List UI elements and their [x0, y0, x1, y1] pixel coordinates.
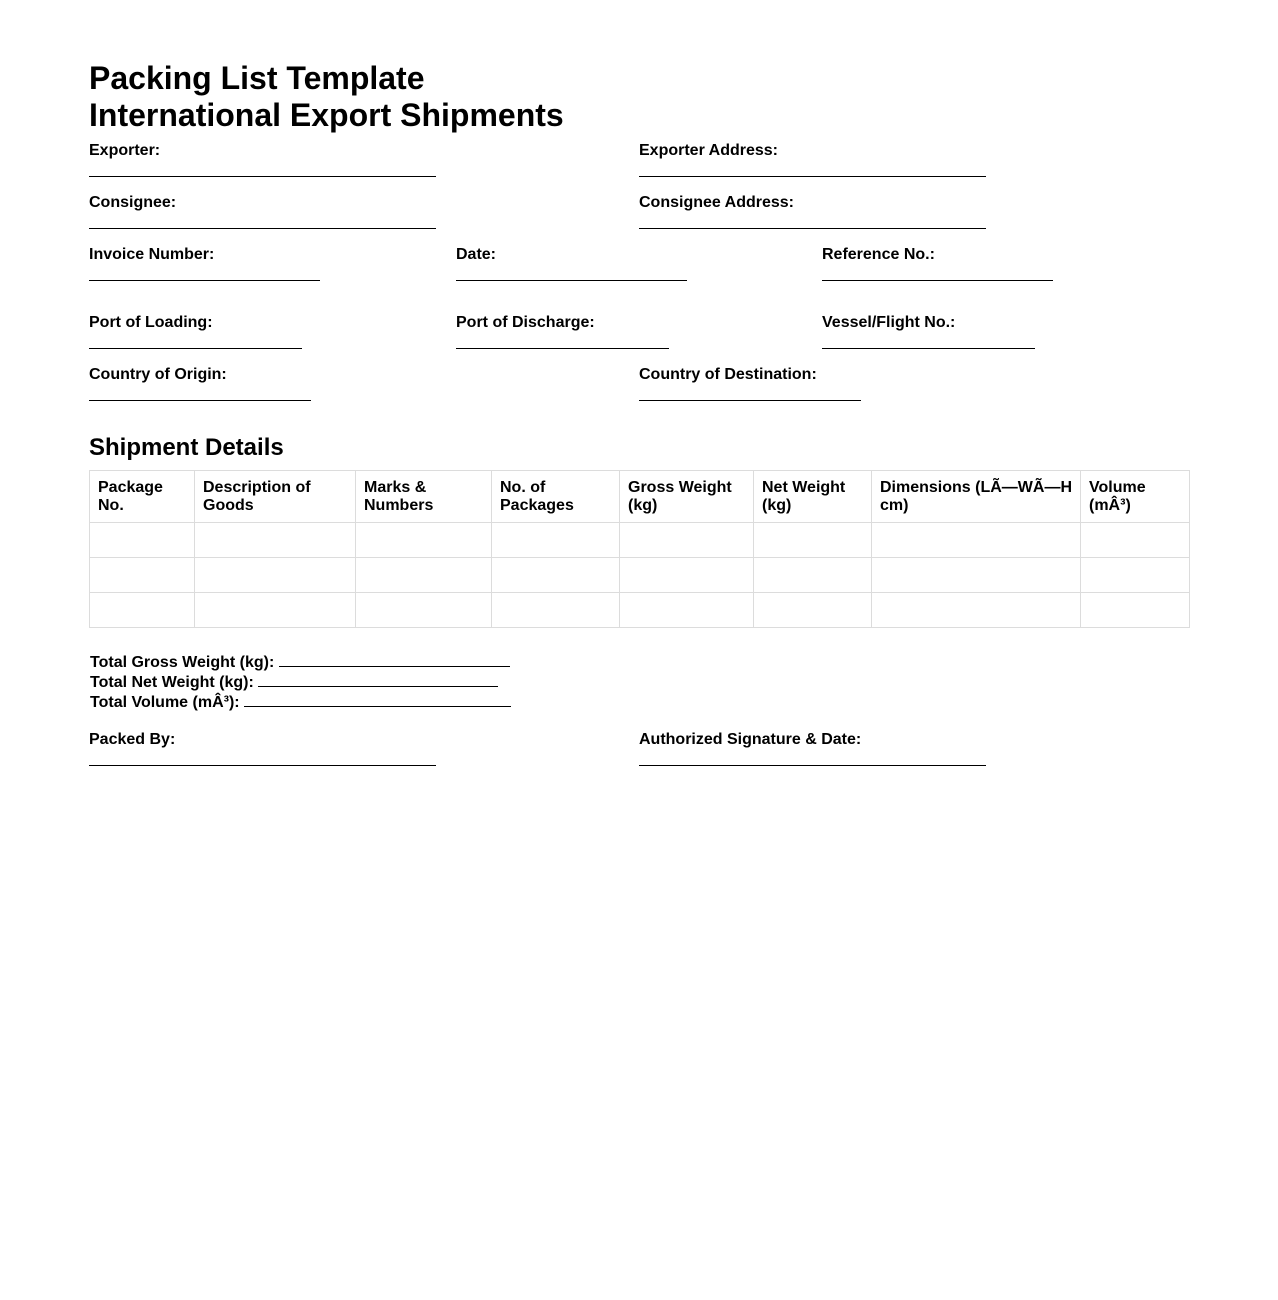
- date-label: Date:: [456, 246, 497, 263]
- shipment-details-heading: Shipment Details: [89, 434, 284, 461]
- table-cell[interactable]: [1081, 558, 1190, 593]
- vessel-flight-no-input-line[interactable]: [822, 348, 1035, 349]
- vessel-flight-no-label: Vessel/Flight No.:: [822, 314, 956, 331]
- reference-no-field: [822, 245, 1053, 281]
- consignee-label: Consignee:: [89, 194, 177, 211]
- column-header: Dimensions (LÃ—WÃ—H cm): [872, 471, 1081, 523]
- table-row: [90, 558, 1190, 593]
- exporter-address-label: Exporter Address:: [639, 142, 778, 159]
- invoice-number-input-line[interactable]: [89, 280, 320, 281]
- total-volume-label: Total Volume (mÂ³):: [90, 694, 240, 711]
- title-line-1: Packing List Template: [89, 60, 425, 96]
- total-net-weight-line: [90, 672, 511, 692]
- total-gross-weight-line: [90, 652, 511, 672]
- consignee-address-label: Consignee Address:: [639, 194, 794, 211]
- packed-by-label: Packed By:: [89, 731, 176, 748]
- table-row: [90, 523, 1190, 558]
- port-of-loading-label: Port of Loading:: [89, 314, 213, 331]
- table-cell[interactable]: [620, 593, 754, 628]
- table-cell[interactable]: [492, 558, 620, 593]
- table-cell[interactable]: [620, 523, 754, 558]
- country-of-origin-field: [89, 365, 311, 401]
- total-volume-input-line[interactable]: [244, 692, 511, 707]
- invoice-number-field: [89, 245, 320, 281]
- table-cell[interactable]: [492, 523, 620, 558]
- column-header: Gross Weight (kg): [620, 471, 754, 523]
- packed-by-input-line[interactable]: [89, 765, 436, 766]
- invoice-number-label: Invoice Number:: [89, 246, 215, 263]
- column-header: Description of Goods: [195, 471, 356, 523]
- total-volume-line: [90, 692, 511, 712]
- consignee-address-input-line[interactable]: [639, 228, 986, 229]
- country-of-destination-input-line[interactable]: [639, 400, 861, 401]
- document-title: [89, 60, 564, 134]
- country-of-destination-field: [639, 365, 861, 401]
- table-cell[interactable]: [754, 523, 872, 558]
- reference-no-input-line[interactable]: [822, 280, 1053, 281]
- shipment-details-table: [89, 470, 1190, 628]
- consignee-input-line[interactable]: [89, 228, 436, 229]
- country-of-origin-label: Country of Origin:: [89, 366, 227, 383]
- column-header: Marks & Numbers: [356, 471, 492, 523]
- table-cell[interactable]: [754, 558, 872, 593]
- table-cell[interactable]: [90, 593, 195, 628]
- authorized-signature-input-line[interactable]: [639, 765, 986, 766]
- table-cell[interactable]: [1081, 523, 1190, 558]
- exporter-field: [89, 141, 436, 177]
- port-of-discharge-field: [456, 313, 669, 349]
- reference-no-label: Reference No.:: [822, 246, 935, 263]
- exporter-input-line[interactable]: [89, 176, 436, 177]
- date-input-line[interactable]: [456, 280, 687, 281]
- total-net-weight-label: Total Net Weight (kg):: [90, 674, 254, 691]
- table-cell[interactable]: [195, 593, 356, 628]
- table-cell[interactable]: [1081, 593, 1190, 628]
- port-of-loading-field: [89, 313, 302, 349]
- column-header: Net Weight (kg): [754, 471, 872, 523]
- table-cell[interactable]: [872, 523, 1081, 558]
- exporter-label: Exporter:: [89, 142, 161, 159]
- total-gross-weight-label: Total Gross Weight (kg):: [90, 654, 275, 671]
- table-header-row: [90, 471, 1190, 523]
- port-of-discharge-input-line[interactable]: [456, 348, 669, 349]
- vessel-flight-no-field: [822, 313, 1035, 349]
- country-of-origin-input-line[interactable]: [89, 400, 311, 401]
- consignee-field: [89, 193, 436, 229]
- authorized-signature-field: [639, 730, 986, 766]
- total-net-weight-input-line[interactable]: [258, 672, 498, 687]
- port-of-loading-input-line[interactable]: [89, 348, 302, 349]
- date-field: [456, 245, 687, 281]
- column-header: Volume (mÂ³): [1081, 471, 1190, 523]
- totals-block: [90, 652, 511, 712]
- table-cell[interactable]: [90, 523, 195, 558]
- total-gross-weight-input-line[interactable]: [279, 652, 510, 667]
- port-of-discharge-label: Port of Discharge:: [456, 314, 595, 331]
- table-cell[interactable]: [872, 558, 1081, 593]
- table-cell[interactable]: [492, 593, 620, 628]
- exporter-address-field: [639, 141, 986, 177]
- table-cell[interactable]: [754, 593, 872, 628]
- table-cell[interactable]: [356, 558, 492, 593]
- table-cell[interactable]: [356, 593, 492, 628]
- authorized-signature-label: Authorized Signature & Date:: [639, 731, 862, 748]
- table-cell[interactable]: [872, 593, 1081, 628]
- table-cell[interactable]: [356, 523, 492, 558]
- column-header: No. of Packages: [492, 471, 620, 523]
- packed-by-field: [89, 730, 436, 766]
- title-line-2: International Export Shipments: [89, 97, 564, 133]
- country-of-destination-label: Country of Destination:: [639, 366, 817, 383]
- table-cell[interactable]: [90, 558, 195, 593]
- consignee-address-field: [639, 193, 986, 229]
- exporter-address-input-line[interactable]: [639, 176, 986, 177]
- table-cell[interactable]: [195, 558, 356, 593]
- table-row: [90, 593, 1190, 628]
- table-cell[interactable]: [620, 558, 754, 593]
- column-header: Package No.: [90, 471, 195, 523]
- table-cell[interactable]: [195, 523, 356, 558]
